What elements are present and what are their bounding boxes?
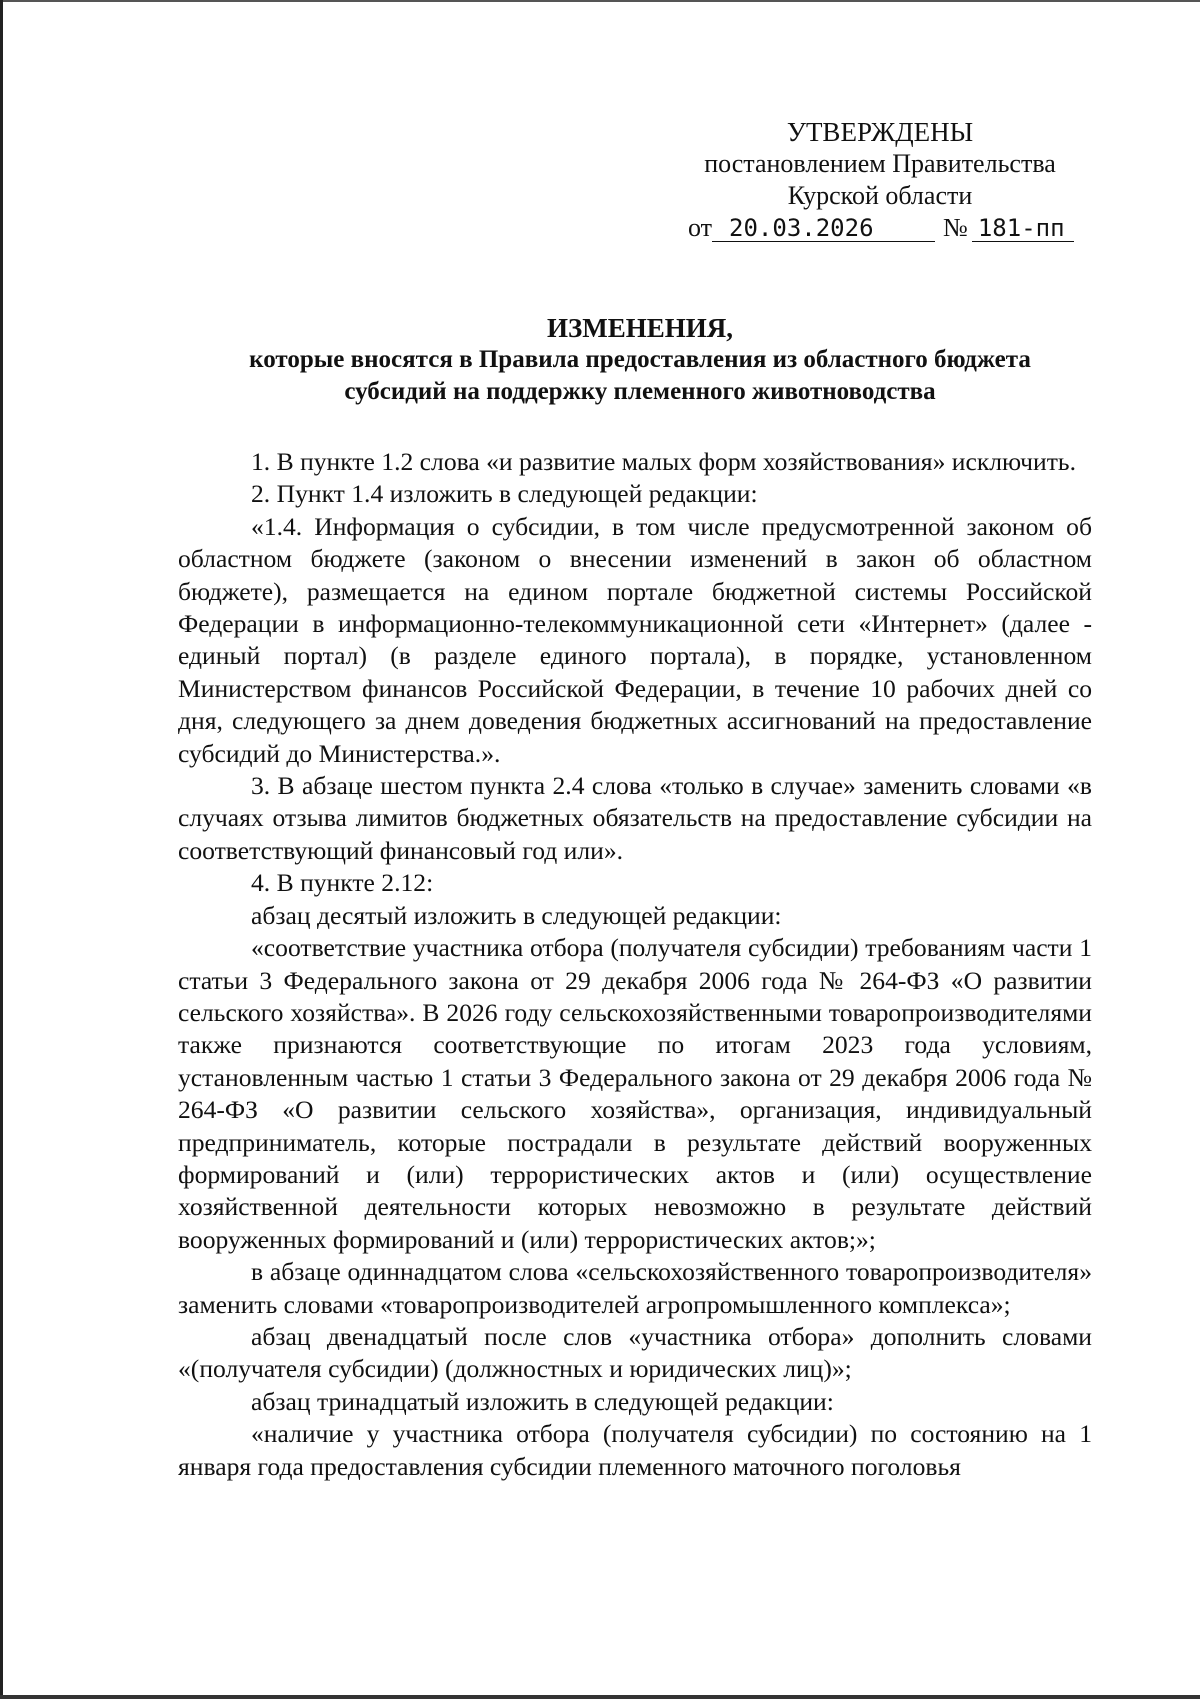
paragraph-abzac-12: абзац двенадцатый после слов «участника отбора» дополнить словами «(получателя субсидии) (должностных и юридических лиц)»; [178, 1321, 1092, 1384]
title-main: ИЗМЕНЕНИЯ, [546, 313, 733, 343]
approval-region-line: Курской области [787, 181, 973, 210]
scan-edge-left [0, 0, 3, 1699]
approval-date: 20.03.2026 [712, 215, 935, 242]
paragraph-abzac-10-text: «соответствие участника отбора (получателя субсидии) требованиям части 1 статьи 3 Федерального закона от 29 декабря 2006 года № 264-ФЗ «О развитии сельского хозяйства». В 2026 году сельскохозяйственными товаропроизводителями также признаются соответствующие по итогам 2023 года условиям, установленным частью 1 статьи 3 Федерального закона от 29 декабря 2006 года № 264-ФЗ «О развитии сельского хозяйства», организация, индивидуальный предприниматель, которые пострадали в результате действий вооруженных формирований и (или) террористических актов и (или) осуществление хозяйственной деятельности которых невозможно в результате действий вооруженных формирований и (или) террористических актов;»; [178, 933, 1092, 1254]
paragraph-abzac-13-text: «наличие у участника отбора (получателя субсидии) по состоянию на 1 января года предоставления субсидии племенного маточного поголовья [178, 1419, 1092, 1481]
paragraph-item-1: 1. В пункте 1.2 слова «и развитие малых форм хозяйствования» исключить. [251, 447, 1076, 476]
title-subtitle-line-2: субсидий на поддержку племенного животноводства [344, 378, 936, 405]
paragraph-item-4: 4. В пункте 2.12: [251, 868, 434, 898]
date-prefix: от [688, 213, 713, 242]
approval-heading: УТВЕРЖДЕНЫ [786, 117, 974, 147]
paragraph-item-3: 3. В абзаце шестом пункта 2.4 слова «только в случае» заменить словами «в случаях отзыва лимитов бюджетных обязательств на предоставление субсидии на соответствующий финансовый год или». [178, 771, 1092, 865]
paragraph-abzac-10-intro: абзац десятый изложить в следующей редакции: [251, 900, 782, 930]
scan-edge-top [0, 0, 1200, 2]
scan-edge-bottom [0, 1695, 1200, 1699]
paragraph-abzac-11: в абзаце одиннадцатом слова «сельскохозяйственного товаропроизводителя» заменить словами «товаропроизводителей агропромышленного комплекса»; [178, 1257, 1092, 1319]
approval-block [660, 116, 1100, 244]
approval-decree-line: постановлением Правительства [704, 149, 1056, 178]
paragraph-item-1-4-text: «1.4. Информация о субсидии, в том числе предусмотренной законом об областном бюджете (законом о внесении изменений в закон об областном бюджете), размещается на едином портале бюджетной системы Российской Федерации в информационно-телекоммуникационной сети «Интернет» (далее - единый портал) (в разделе единого портала), в порядке, установленном Министерством финансов Российской Федерации, в течение 10 рабочих дней со дня, следующего за днем доведения бюджетных ассигнований на предоставление субсидий до Министерства.». [178, 511, 1092, 768]
approval-number: 181-пп [972, 215, 1074, 242]
paragraph-abzac-13-intro: абзац тринадцатый изложить в следующей редакции: [251, 1386, 834, 1416]
approval-date-number-line [660, 212, 1100, 244]
title-subtitle-line-1: которые вносятся в Правила предоставления из областного бюджета [249, 346, 1031, 373]
paragraph-item-2: 2. Пункт 1.4 изложить в следующей редакции: [251, 479, 758, 509]
document-title [160, 312, 1120, 408]
document-body [178, 446, 1092, 1483]
number-sign: № [943, 213, 968, 242]
